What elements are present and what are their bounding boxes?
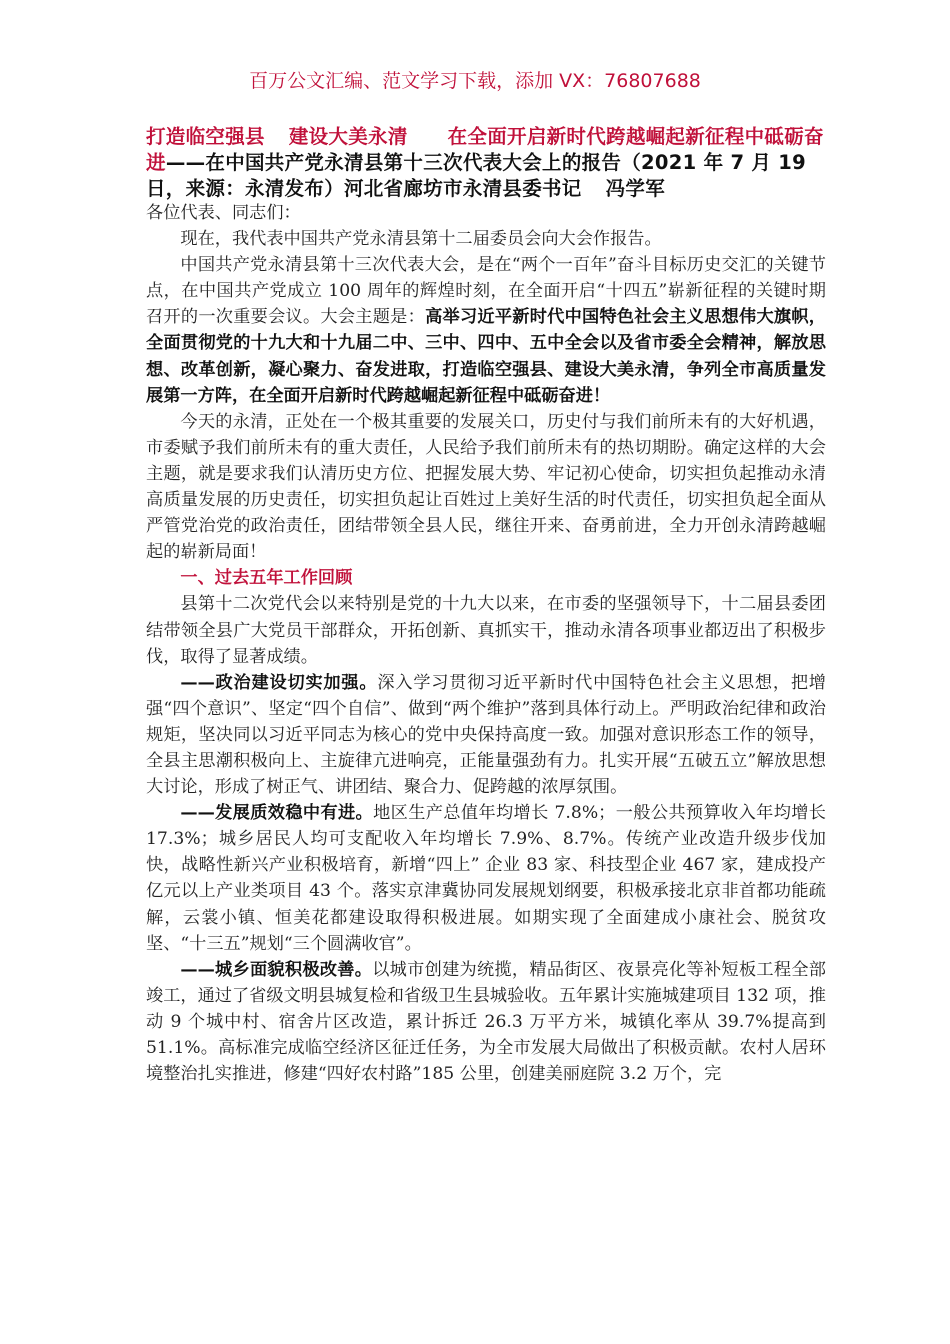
paragraph-6-lead: ——发展质效稳中有进。 (180, 803, 374, 824)
title-part-2: 建设大美永清 (288, 125, 408, 148)
paragraph-5-lead: ——政治建设切实加强。 (180, 672, 378, 693)
paragraph-5 (146, 670, 826, 800)
paragraph-6 (146, 800, 826, 957)
download-notice: 百万公文汇编、范文学习下载，添加 VX：76807688 (249, 70, 701, 92)
paragraph-4: 县第十二次党代会以来特别是党的十九大以来，在市委的坚强领导下，十二届县委团结带领全县广大党员干部群众，开拓创新、真抓实干，推动永清各项事业都迈出了积极步伐，取得了显著成绩。 (146, 594, 826, 667)
report-body (146, 200, 826, 1087)
report-author: 冯学军 (605, 177, 666, 200)
greeting: 各位代表、同志们： (146, 203, 301, 223)
paragraph-5-text: 深入学习贯彻习近平新时代中国特色社会主义思想，把增强“四个意识”、坚定“四个自信”、做到“两个维护”落到具体行动上。严明政治纪律和政治规矩，坚决同以习近平同志为核心的党中央保持高度一致。加强对意识形态工作的领导，全县主思潮积极向上、主旋律亢进响亮，正能量强劲有力。扎实开展“五破五立”解放思想大讨论，形成了树正气、讲团结、聚合力、促跨越的浓厚氛围。 (146, 672, 826, 798)
section-heading-1: 一、过去五年工作回顾 (180, 568, 353, 589)
report-title (146, 124, 826, 202)
title-part-3: 在全面开启新时代跨越崛起新征程中砥砺奋进 (146, 125, 824, 174)
paragraph-7 (146, 957, 826, 1087)
conference-theme: 高举习近平新时代中国特色社会主义思想伟大旗帜，全面贯彻党的十九大和十九届二中、三中、四中、五中全会以及省市委全会精神，解放思想、改革创新，凝心聚力、奋发进取，打造临空强县、建设大美永清，争列全市高质量发展第一方阵，在全面开启新时代跨越崛起新征程中砥砺奋进！ (146, 307, 826, 406)
paragraph-6-text: 地区生产总值年均增长 7.8%；一般公共预算收入年均增长 17.3%；城乡居民人均可支配收入年均增长 7.9%、8.7%。传统产业改造升级步伐加快，战略性新兴产业积极培育，新增“四上” 企业 83 家、科技型企业 467 家，建成投产亿元以上产业类项目 43 个。落实京津冀协同发展规划纲要，积极承接北京非首都功能疏解，云裳小镇、恒美花都建设取得积极进展。如期实现了全面建成小康社会、脱贫攻坚、“十三五”规划“三个圆满收官”。 (146, 803, 826, 954)
paragraph-2 (146, 252, 826, 409)
paragraph-1: 现在，我代表中国共产党永清县第十二届委员会向大会作报告。 (180, 229, 662, 250)
title-part-1: 打造临空强县 (146, 125, 265, 148)
paragraph-7-text: 以城市创建为统揽，精品街区、夜景亮化等补短板工程全部竣工，通过了省级文明县城复检和省级卫生县城验收。五年累计实施城建项目 132 项，推动 9 个城中村、宿舍片区改造，累计拆迁 26.3 万平方米，城镇化率从 39.7%提高到 51.1%。高标准完成临空经济区征迁任务，为全市发展大局做出了积极贡献。农村人居环境整治扎实推进，修建“四好农村路”185 公里，创建美丽庭院 3.2 万个，完 (146, 959, 826, 1085)
paragraph-3: 今天的永清，正处在一个极其重要的发展关口，历史付与我们前所未有的大好机遇，市委赋予我们前所未有的重大责任，人民给予我们前所未有的热切期盼。确定这样的大会主题，就是要求我们认清历史方位、把握发展大势、牢记初心使命，切实担负起推动永清高质量发展的历史责任，切实担负起让百姓过上美好生活的时代责任，切实担负起全面从严管党治党的政治责任，团结带领全县人民，继往开来、奋勇前进，全力开创永清跨越崛起的崭新局面！ (146, 411, 826, 563)
paragraph-7-lead: ——城乡面貌积极改善。 (180, 959, 373, 980)
paragraph-2-text: 中国共产党永清县第十三次代表大会，是在“两个一百年”奋斗目标历史交汇的关键节点，在中国共产党成立 100 周年的辉煌时刻，在全面开启“十四五”崭新征程的关键时期召开的一次重要会议。大会主题是： (146, 255, 826, 328)
report-subtitle: ——在中国共产党永清县第十三次代表大会上的报告（2021 年 7 月 19 日，来源：永清发布）河北省廊坊市永清县委书记 (146, 151, 807, 200)
